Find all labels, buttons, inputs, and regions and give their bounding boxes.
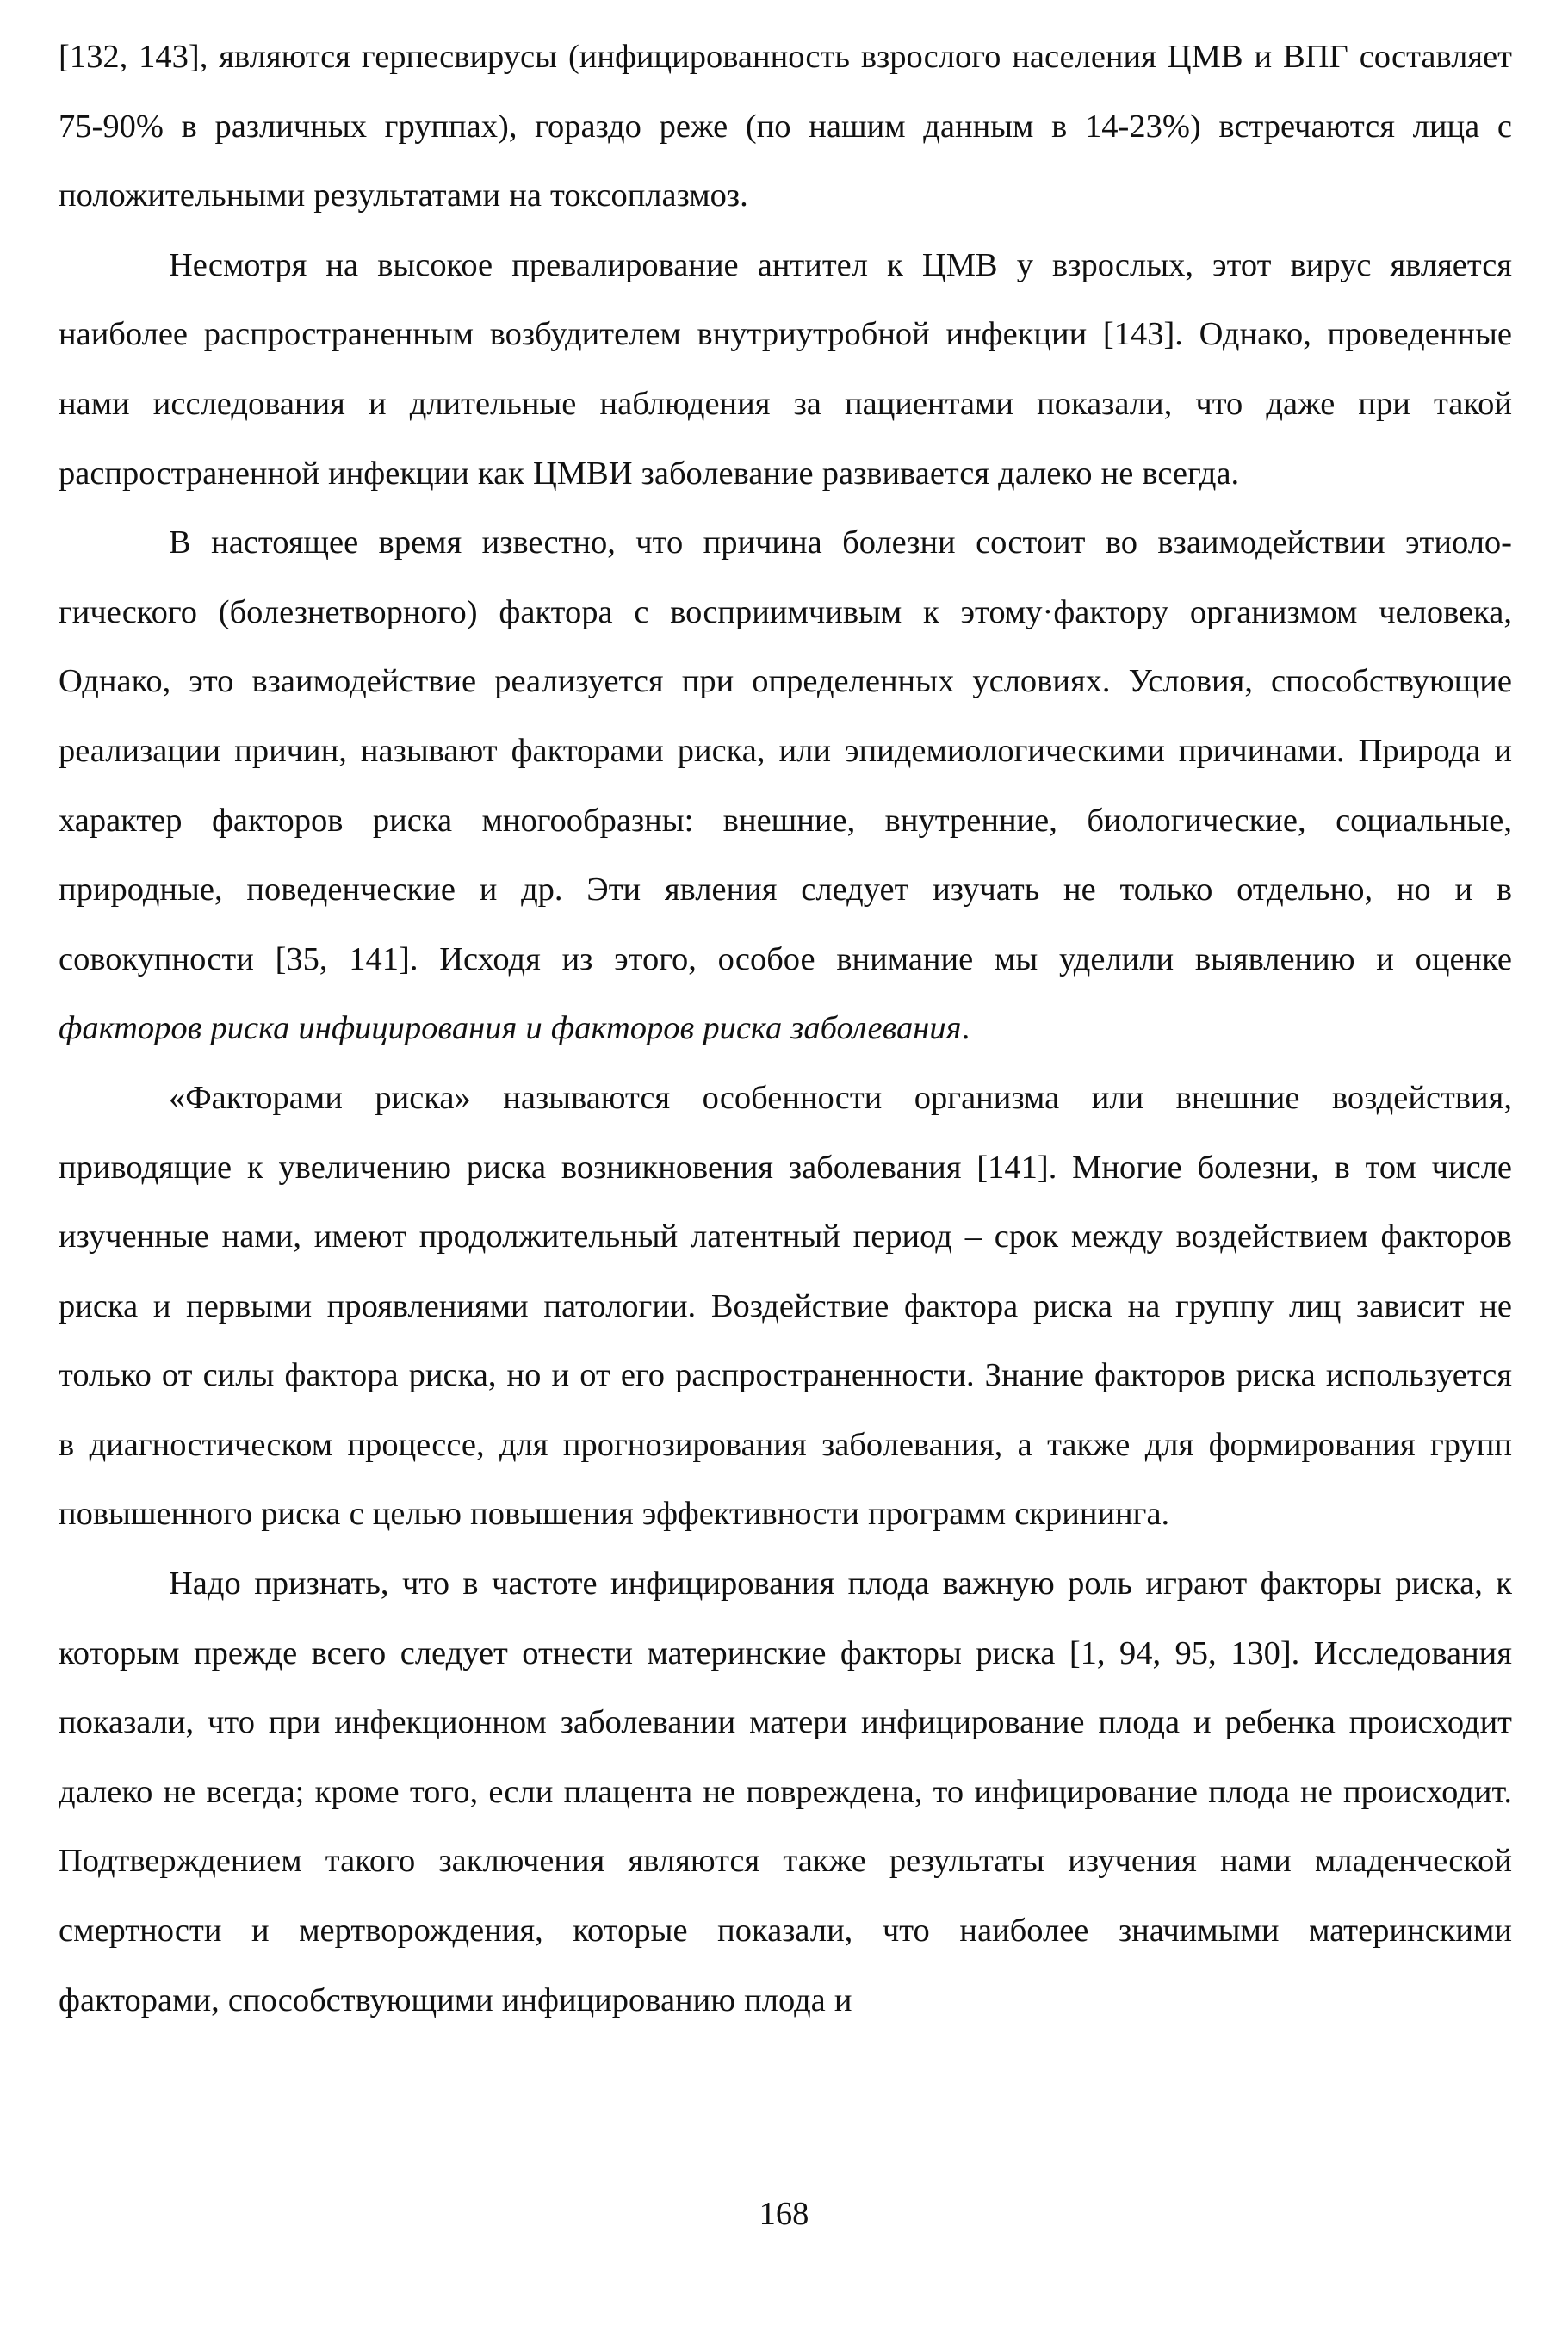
italic-phrase: факторов риска инфицирования и факторов риска заболевания bbox=[59, 1010, 962, 1047]
paragraph bbox=[59, 22, 1512, 231]
text-run: Несмотря на высокое превалирование антител к ЦМВ у взрослых, этот вирус является наиболее распространенным возбудителем внутриутробной инфекции [143]. Однако, проведенные нами исследования и длительные наблюдения за пациентами показали, что даже при такой распространенной инфекции как ЦМВИ заболевание развивается далеко не всегда. bbox=[59, 246, 1512, 492]
body-text bbox=[59, 22, 1512, 2035]
text-run: «Факторами риска» называются особенности организма или внешние воздействия, приводящие к увеличению риска возникновения заболевания [141]. Многие болезни, в том числе изученные нами, имеют продолжительный латентный период – срок между воздействием факторов риска и первыми проявлениями патологии. Воздействие фактора риска на группу лиц зависит не только от силы фактора риска, но и от его распространенности. Знание факторов риска используется в диагностическом процессе, для прогнозирования заболевания, а также для формирования групп повышенного риска с целью повышения эффективности программ скрининга. bbox=[59, 1079, 1512, 1533]
paragraph bbox=[59, 508, 1512, 1063]
text-run: [132, 143], являются герпесвирусы (инфицированность взрослого населения ЦМВ и ВПГ составляет 75-90% в различных группах), гораздо реже (по нашим данным в 14-23%) встречаются лица с положительными результатами на токсоплазмоз. bbox=[59, 39, 1512, 214]
text-run: Надо признать, что в частоте инфицирования плода важную роль играют факторы риска, к которым прежде всего следует отнести материнские факторы риска [1, 94, 95, 130]. Исследования показали, что при инфекционном заболевании матери инфицирование плода и ребенка происходит далеко не всегда; кроме того, если плацента не повреждена, то инфицирование плода не происходит. Подтверждением такого заключения являются также результаты изучения нами младенческой смертности и мертворождения, которые показали, что наиболее значимыми материнскими факторами, способствующими инфицированию плода и bbox=[59, 1566, 1512, 2018]
paragraph bbox=[59, 1063, 1512, 1549]
text-run: В настоящее время известно, что причина болезни состоит во взаимодействии этиологического (болезнетворного) фактора с восприимчивым к этому·фактору организмом человека, Однако, это взаимодействие реализуется при определенных условиях. Условия, способствующие реализации причин, называют факторами риска, или эпидемиологическими причинами. Природа и характер факторов риска многообразны: внешние, внутренние, биологические, социальные, природные, поведенческие и др. Эти явления следует изучать не только отдельно, но и в совокупности [35, 141]. Исходя из этого, особое внимание мы уделили выявлению и оценке bbox=[59, 524, 1512, 977]
paragraph bbox=[59, 231, 1512, 508]
paragraph bbox=[59, 1549, 1512, 2035]
text-run: . bbox=[961, 1010, 970, 1047]
page-number: 168 bbox=[759, 2196, 809, 2232]
